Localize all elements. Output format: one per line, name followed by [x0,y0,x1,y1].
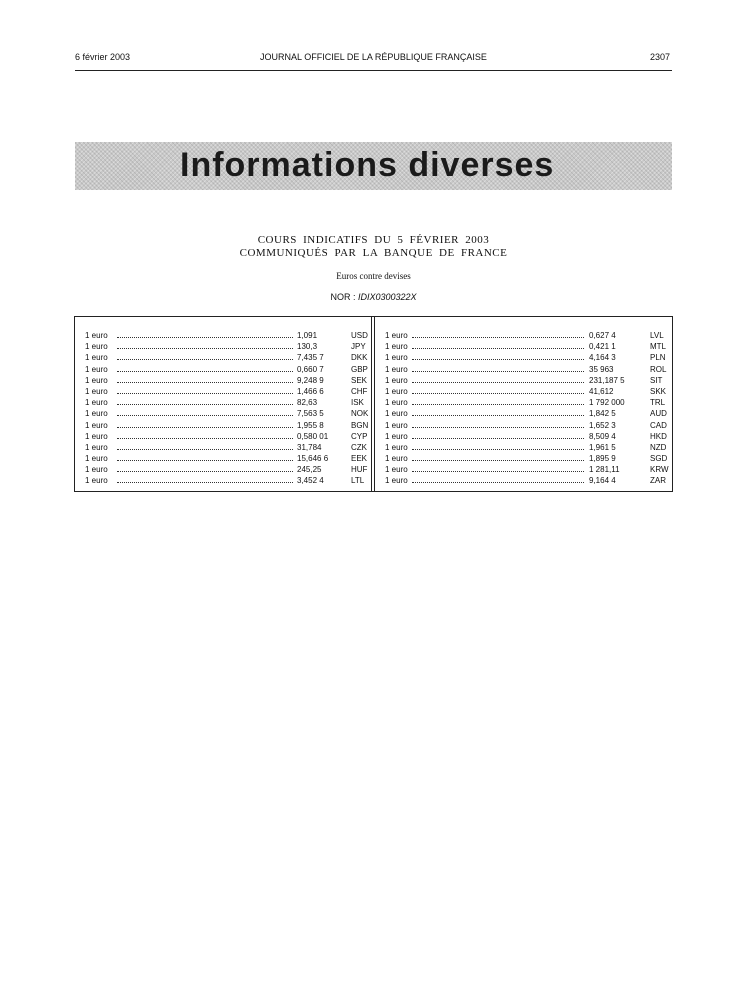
rate-row [85,341,370,352]
currency-code: NOK [351,409,369,419]
rate-unit: 1 euro [85,454,108,464]
rate-value: 1,091 [297,331,318,340]
rate-row [85,397,370,408]
currency-code: SIT [650,375,663,385]
exchange-rate-table [74,316,673,492]
rate-row [385,464,670,475]
rate-unit: 1 euro [85,398,108,408]
dot-leader [117,348,293,349]
caption-line-1: COURS INDICATIFS DU 5 FÉVRIER 2003 [257,234,490,246]
rate-row [385,330,670,341]
currency-code: LTL [351,476,365,486]
dot-leader [117,337,293,338]
rate-value: 9,164 4 [589,476,616,486]
rate-row [85,453,370,464]
rate-unit: 1 euro [85,353,108,363]
currency-code: GBP [351,364,368,374]
rate-row [385,453,670,464]
currency-code: CAD [650,420,667,430]
currency-code: SKK [650,386,667,396]
rate-value: 1 792 000 [589,398,625,408]
rate-value: 7,563 5 [297,409,324,419]
rate-value: 231,187 5 [589,375,625,385]
journal-title: JOURNAL OFFICIEL DE LA RÉPUBLIQUE FRANÇAISE [260,52,487,62]
rate-row [85,464,370,475]
rate-value: 0,580 01 [297,431,329,441]
rate-unit: 1 euro [385,420,408,430]
rate-unit: 1 euro [85,409,108,419]
dot-leader [117,359,293,360]
rate-row [85,330,370,341]
rate-unit: 1 euro [85,420,108,430]
rate-value: 245,25 [297,465,322,475]
rate-value: 1,652 3 [589,420,616,430]
dot-leader [117,427,293,428]
rate-row [85,352,370,363]
rate-value: 1,466 6 [297,386,324,396]
rate-row [385,352,670,363]
issue-date: 6 février 2003 [75,52,131,62]
rate-unit: 1 euro [385,454,408,464]
rate-row [385,386,670,397]
rate-unit: 1 euro [85,465,108,475]
rate-row [385,475,670,486]
dot-leader [117,404,293,405]
caption-subtitle: Euros contre devises [336,271,411,281]
rate-unit: 1 euro [385,465,408,475]
currency-code: CYP [351,431,368,441]
rate-row [385,420,670,431]
rate-row [385,397,670,408]
page-number: 2307 [649,52,670,62]
dot-leader [412,427,584,428]
dot-leader [412,404,584,405]
rate-value: 31,784 [297,442,322,452]
rate-unit: 1 euro [385,386,408,396]
header-rule [75,70,672,71]
rate-row [85,386,370,397]
rate-value: 1,961 5 [589,442,616,452]
rate-unit: 1 euro [385,431,408,441]
currency-code: EEK [351,454,368,464]
rate-row [85,420,370,431]
rate-unit: 1 euro [385,409,408,419]
rate-value: 1,842 5 [589,409,616,419]
rate-unit: 1 euro [385,364,408,374]
rate-row [85,475,370,486]
rate-value: 4,164 3 [589,353,616,363]
dot-leader [412,371,584,372]
rate-value: 1,955 8 [297,420,324,430]
rate-unit: 1 euro [85,375,108,385]
currency-code: PLN [650,353,666,363]
rate-row [385,442,670,453]
rate-unit: 1 euro [85,476,108,486]
rate-value: 8,509 4 [589,431,616,441]
caption-line-2: COMMUNIQUÉS PAR LA BANQUE DE FRANCE [239,247,508,259]
dot-leader [117,471,293,472]
section-title: Informations diverses [180,146,555,184]
rate-value: 0,660 7 [297,364,324,374]
currency-code: BGN [351,420,369,430]
rate-value: 1 281,11 [589,465,620,475]
currency-code: TRL [650,398,666,408]
rate-unit: 1 euro [385,398,408,408]
rate-unit: 1 euro [385,353,408,363]
rate-value: 3,452 4 [297,476,324,486]
dot-leader [117,393,293,394]
dot-leader [412,471,584,472]
rate-unit: 1 euro [85,442,108,452]
currency-code: CZK [351,442,367,452]
dot-leader [117,438,293,439]
page-header [75,52,672,68]
dot-leader [412,415,584,416]
currency-code: USD [351,331,368,340]
rate-row [385,408,670,419]
rate-unit: 1 euro [385,331,408,340]
rate-value: 35 963 [589,364,614,374]
rate-value: 9,248 9 [297,375,324,385]
rate-unit: 1 euro [385,442,408,452]
dot-leader [117,482,293,483]
currency-code: MTL [650,342,666,352]
rate-row [385,375,670,386]
dot-leader [117,460,293,461]
dot-leader [412,460,584,461]
dot-leader [412,382,584,383]
rate-value: 7,435 7 [297,353,324,363]
dot-leader [117,382,293,383]
rate-row [385,364,670,375]
currency-code: ISK [351,398,364,408]
currency-code: HUF [351,465,368,475]
rate-value: 82,63 [297,398,318,408]
section-banner [75,142,672,190]
dot-leader [412,393,584,394]
rate-row [385,431,670,442]
rate-unit: 1 euro [85,431,108,441]
dot-leader [412,449,584,450]
currency-code: NZD [650,442,667,452]
rate-unit: 1 euro [85,386,108,396]
nor-value: IDIX0300322X [357,292,417,302]
dot-leader [117,371,293,372]
rate-unit: 1 euro [85,364,108,374]
dot-leader [412,438,584,439]
currency-code: DKK [351,353,368,363]
dot-leader [117,449,293,450]
currency-code: CHF [351,386,368,396]
rate-value: 41,612 [589,386,614,396]
rate-row [85,442,370,453]
dot-leader [412,482,584,483]
rate-row [85,431,370,442]
rate-value: 0,627 4 [589,331,616,340]
currency-code: ROL [650,364,667,374]
rate-value: 130,3 [297,342,318,352]
dot-leader [117,415,293,416]
rate-unit: 1 euro [85,331,108,340]
currency-code: HKD [650,431,667,441]
rate-row [85,364,370,375]
column-divider [374,317,375,491]
nor-reference [75,292,672,302]
rates-column-left [85,330,370,487]
currency-code: ZAR [650,476,666,486]
rate-row [385,341,670,352]
rate-value: 1,895 9 [589,454,616,464]
dot-leader [412,348,584,349]
dot-leader [412,359,584,360]
currency-code: SEK [351,375,368,385]
currency-code: AUD [650,409,667,419]
rate-row [85,375,370,386]
rate-unit: 1 euro [385,375,408,385]
rate-row [85,408,370,419]
nor-label: NOR : [330,292,356,302]
currency-code: KRW [650,465,669,475]
currency-code: LVL [650,331,664,340]
dot-leader [412,337,584,338]
rate-value: 0,421 1 [589,342,616,352]
column-divider [371,317,372,491]
rate-unit: 1 euro [85,342,108,352]
currency-code: SGD [650,454,668,464]
rate-value: 15,646 6 [297,454,329,464]
rates-column-right [385,330,670,487]
rate-unit: 1 euro [385,342,408,352]
rate-unit: 1 euro [385,476,408,486]
currency-code: JPY [351,342,366,352]
